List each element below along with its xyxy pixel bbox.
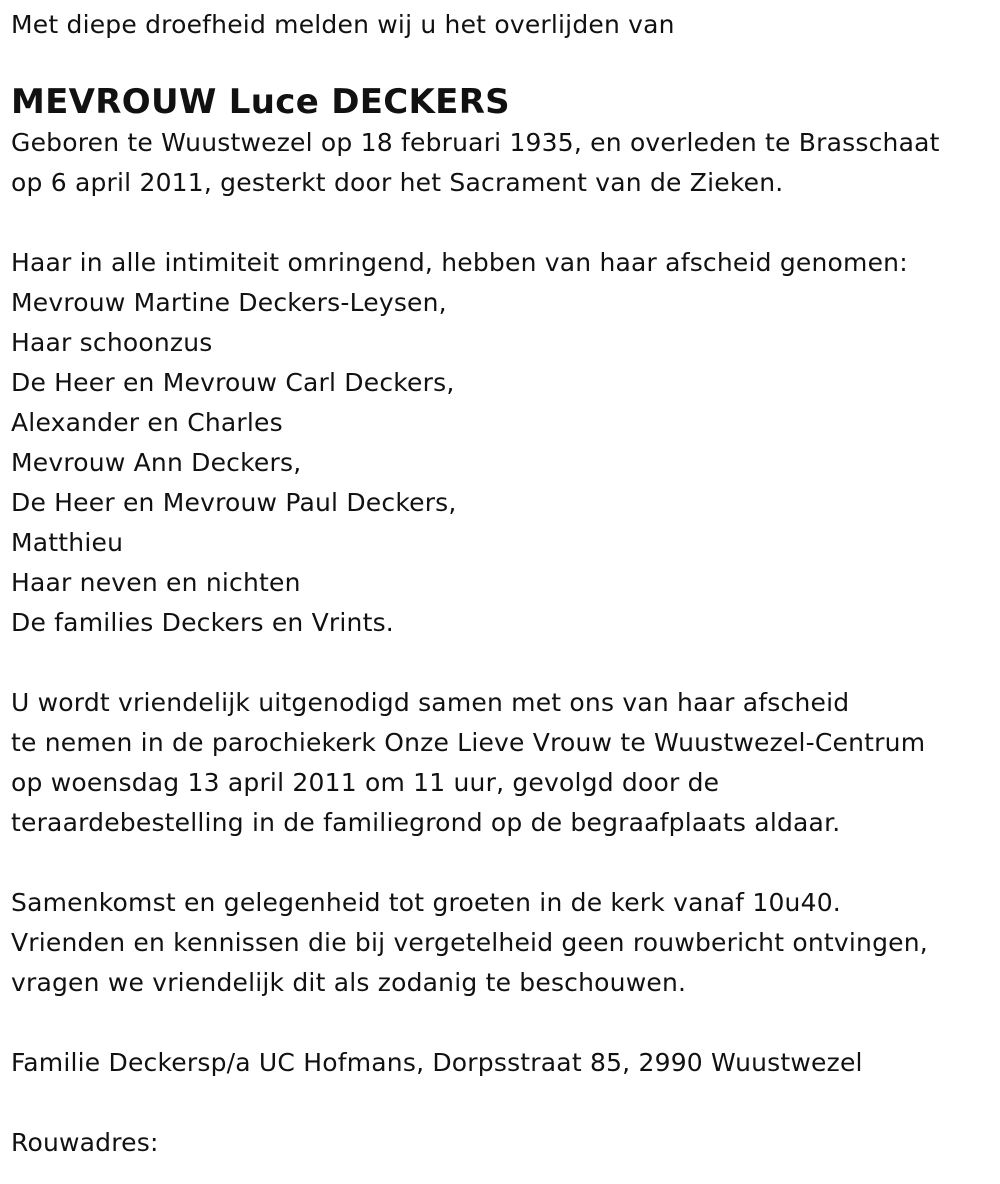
birth-death-line: op 6 april 2011, gesterkt door het Sacrament van de Zieken. [11, 168, 784, 197]
deceased-name: MEVROUW Luce DECKERS [11, 82, 510, 122]
ceremony-line: op woensdag 13 april 2011 om 11 uur, gevolgd door de [11, 768, 720, 797]
mourner-item: Alexander en Charles [11, 408, 283, 437]
obituary-document [11, 5, 991, 1163]
birth-death-line: Geboren te Wuustwezel op 18 februari 1935, en overleden te Brasschaat [11, 128, 940, 157]
mourner-item: De Heer en Mevrouw Carl Deckers, [11, 368, 455, 397]
spacer [11, 1083, 991, 1123]
mourning-address-label: Rouwadres: [11, 1128, 159, 1157]
ceremony-line: te nemen in de parochiekerk Onze Lieve Vrouw te Wuustwezel-Centrum [11, 728, 926, 757]
gathering-line: Vrienden en kennissen die bij vergetelheid geen rouwbericht ontvingen, [11, 928, 928, 957]
mourner-item: De Heer en Mevrouw Paul Deckers, [11, 488, 457, 517]
mourner-item: De families Deckers en Vrints. [11, 608, 394, 637]
mourners-heading: Haar in alle intimiteit omringend, hebben van haar afscheid genomen: [11, 248, 908, 277]
intro-text: Met diepe droefheid melden wij u het overlijden van [11, 10, 675, 39]
mourner-item: Haar neven en nichten [11, 568, 301, 597]
spacer [11, 203, 991, 243]
gathering-line: Samenkomst en gelegenheid tot groeten in de kerk vanaf 10u40. [11, 888, 841, 917]
ceremony-paragraph [11, 683, 991, 843]
spacer [11, 1003, 991, 1043]
mourners-list [11, 243, 991, 643]
family-address: Familie Deckersp/a UC Hofmans, Dorpsstraat 85, 2990 Wuustwezel [11, 1048, 863, 1077]
mourner-item: Mevrouw Martine Deckers-Leysen, [11, 288, 447, 317]
gathering-line: vragen we vriendelijk dit als zodanig te beschouwen. [11, 968, 687, 997]
ceremony-line: U wordt vriendelijk uitgenodigd samen met ons van haar afscheid [11, 688, 850, 717]
ceremony-line: teraardebestelling in de familiegrond op de begraafplaats aldaar. [11, 808, 841, 837]
mourner-item: Matthieu [11, 528, 124, 557]
birth-death-paragraph [11, 123, 991, 203]
mourner-item: Haar schoonzus [11, 328, 213, 357]
spacer [11, 843, 991, 883]
gathering-paragraph [11, 883, 991, 1003]
spacer [11, 643, 991, 683]
mourner-item: Mevrouw Ann Deckers, [11, 448, 302, 477]
